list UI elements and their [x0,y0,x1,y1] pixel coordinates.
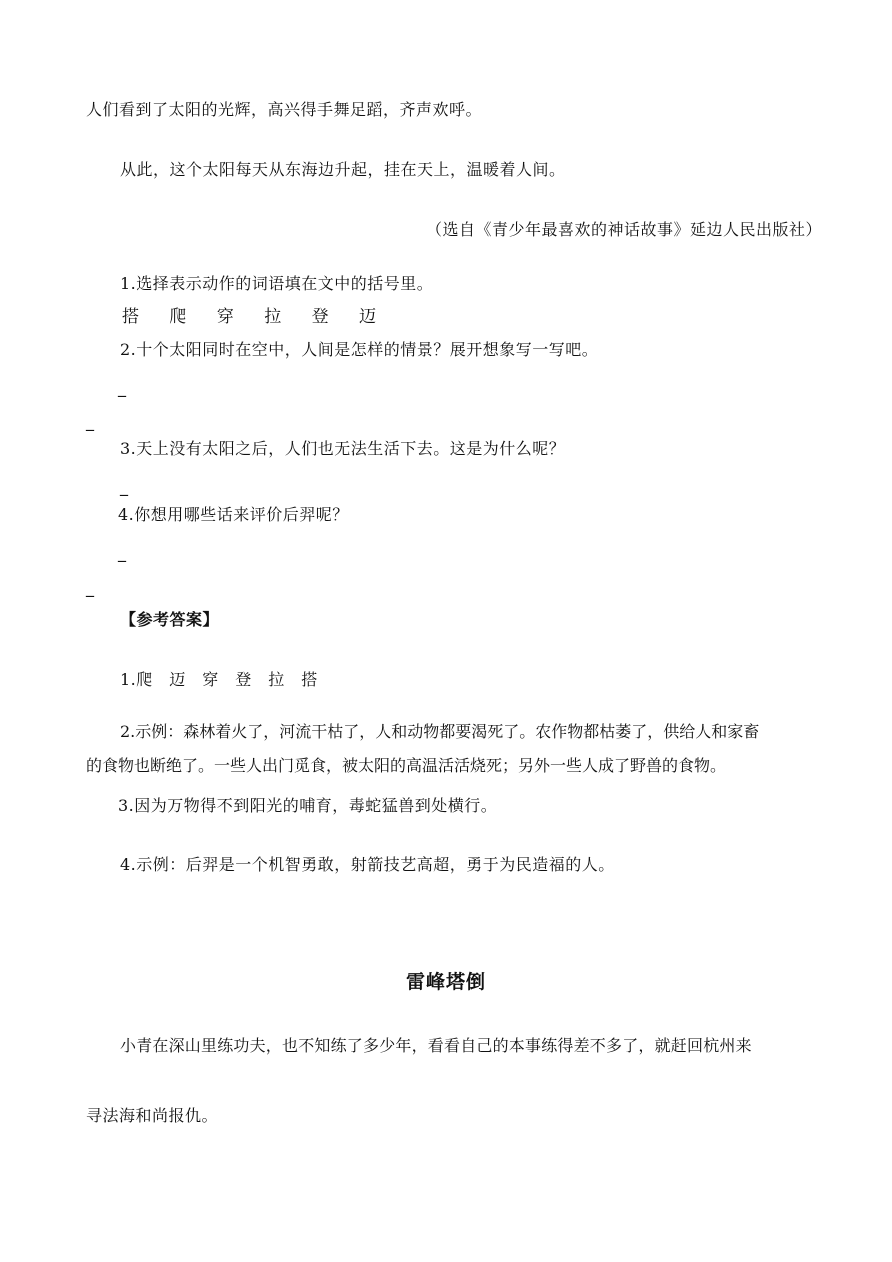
question-1: 1.选择表示动作的词语填在文中的括号里。 [120,274,434,293]
answer-3: 3.因为万物得不到阳光的哺育，毒蛇猛兽到处横行。 [118,796,498,815]
question-3: 3.天上没有太阳之后，人们也无法生活下去。这是为什么呢？ [120,439,566,458]
word-option: 迈 [359,307,377,327]
answer-blank[interactable]: _ [120,477,128,496]
answer-4: 4.示例：后羿是一个机智勇敢，射箭技艺高超，勇于为民造福的人。 [120,855,615,874]
word-option: 爬 [169,307,187,327]
answer-1: 1.爬 迈 穿 登 拉 搭 [120,670,318,689]
answer-blank[interactable]: _ [86,578,94,597]
word-option: 穿 [216,307,235,327]
story-line-1: 小青在深山里练功夫，也不知练了多少年，看看自己的本事练得差不多了，就赶回杭州来 [120,1036,752,1055]
story-line-2: 寻法海和尚报仇。 [86,1106,219,1125]
story-title: 雷峰塔倒 [405,971,486,993]
passage-line-1: 人们看到了太阳的光辉，高兴得手舞足蹈，齐声欢呼。 [86,100,483,119]
word-option: 登 [311,307,330,327]
question-4: 4.你想用哪些话来评价后羿呢？ [118,505,349,524]
answer-blank[interactable]: _ [118,543,126,562]
answer-2-line-1: 2.示例：森林着火了，河流干枯了，人和动物都要渴死了。农作物都枯萎了，供给人和家畜 [120,722,760,741]
answer-blank[interactable]: _ [86,412,94,431]
question-1-word-options [122,307,401,327]
word-option: 拉 [264,307,282,327]
answer-2-line-2: 的食物也断绝了。一些人出门觅食，被太阳的高温活活烧死；另外一些人成了野兽的食物。 [86,756,727,775]
answers-heading: 【参考答案】 [120,610,220,629]
answer-blank[interactable]: _ [118,378,126,397]
question-2: 2.十个太阳同时在空中，人间是怎样的情景？展开想象写一写吧。 [120,340,599,359]
passage-line-2: 从此，这个太阳每天从东海边升起，挂在天上，温暖着人间。 [120,160,566,179]
word-option: 搭 [122,307,140,327]
passage-source: （选自《青少年最喜欢的神话故事》延边人民出版社） [425,220,822,239]
